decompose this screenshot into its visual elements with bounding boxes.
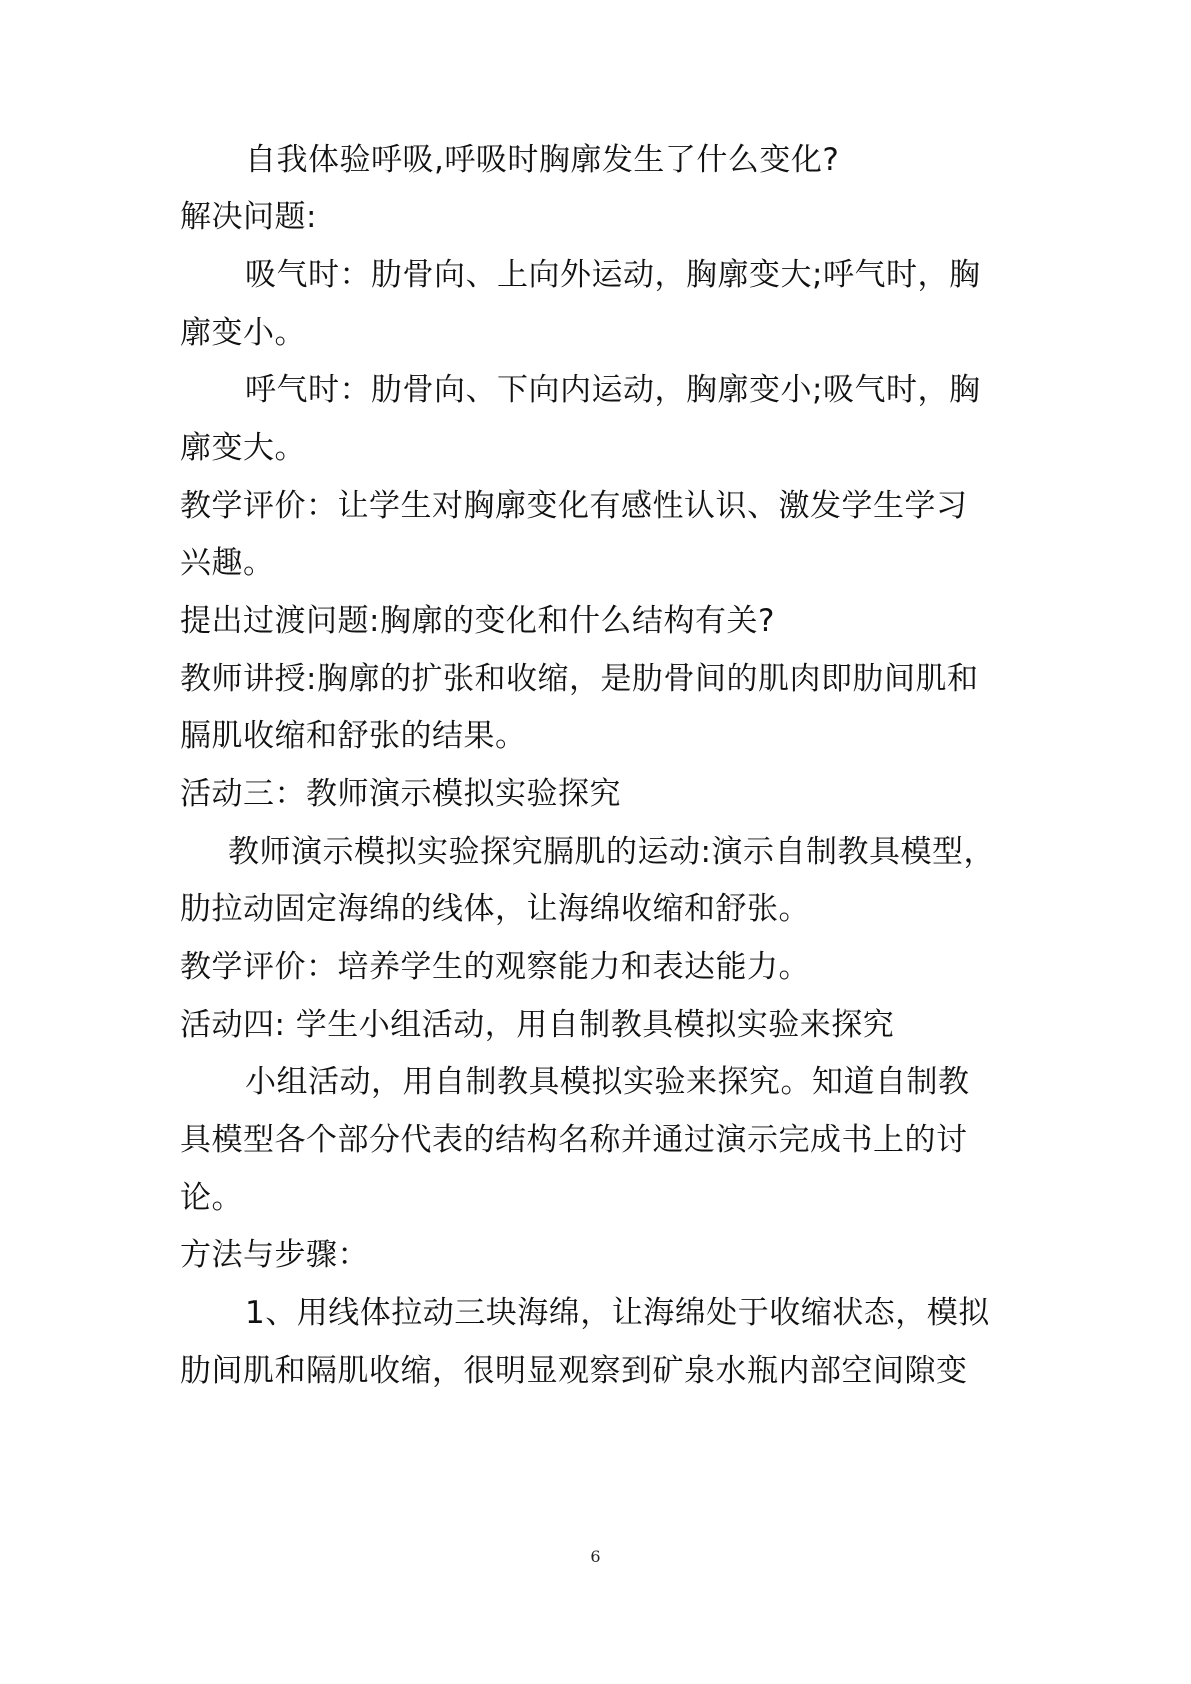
text-line: 教师演示模拟实验探究膈肌的运动:演示自制教具模型， xyxy=(228,834,995,870)
text-line: 教学评价：让学生对胸廓变化有感性认识、激发学生学习 xyxy=(180,488,968,524)
text-line: 1、用线体拉动三块海绵，让海绵处于收缩状态，模拟 xyxy=(245,1295,990,1331)
text-line: 膈肌收缩和舒张的结果。 xyxy=(180,718,527,754)
text-line: 具模型各个部分代表的结构名称并通过演示完成书上的讨 xyxy=(180,1122,968,1158)
text-line: 论。 xyxy=(180,1180,243,1216)
section-heading: 活动三：教师演示模拟实验探究 xyxy=(180,776,621,812)
text-line: 吸气时：肋骨向、上向外运动，胸廓变大;呼气时，胸 xyxy=(245,257,981,293)
text-line: 肋间肌和隔肌收缩，很明显观察到矿泉水瓶内部空间隙变 xyxy=(180,1353,968,1389)
text-line: 解决问题: xyxy=(180,199,317,235)
text-line: 呼气时：肋骨向、下向内运动，胸廓变小;吸气时，胸 xyxy=(245,372,981,408)
text-line: 肋拉动固定海绵的线体，让海绵收缩和舒张。 xyxy=(180,891,810,927)
text-line: 廓变大。 xyxy=(180,430,306,466)
text-line: 教师讲授:胸廓的扩张和收缩，是肋骨间的肌肉即肋间肌和 xyxy=(180,661,979,697)
text-line: 提出过渡问题:胸廓的变化和什么结构有关? xyxy=(180,603,775,639)
page-number: 6 xyxy=(590,1547,601,1566)
text-line: 兴趣。 xyxy=(180,545,275,581)
text-line: 自我体验呼吸,呼吸时胸廓发生了什么变化? xyxy=(245,142,840,178)
section-heading: 活动四: 学生小组活动，用自制教具模拟实验来探究 xyxy=(180,1007,895,1043)
text-line: 方法与步骤： xyxy=(180,1237,369,1273)
text-line: 廓变小。 xyxy=(180,315,306,351)
text-line: 教学评价：培养学生的观察能力和表达能力。 xyxy=(180,949,810,985)
text-line: 小组活动，用自制教具模拟实验来探究。知道自制教 xyxy=(245,1064,970,1100)
